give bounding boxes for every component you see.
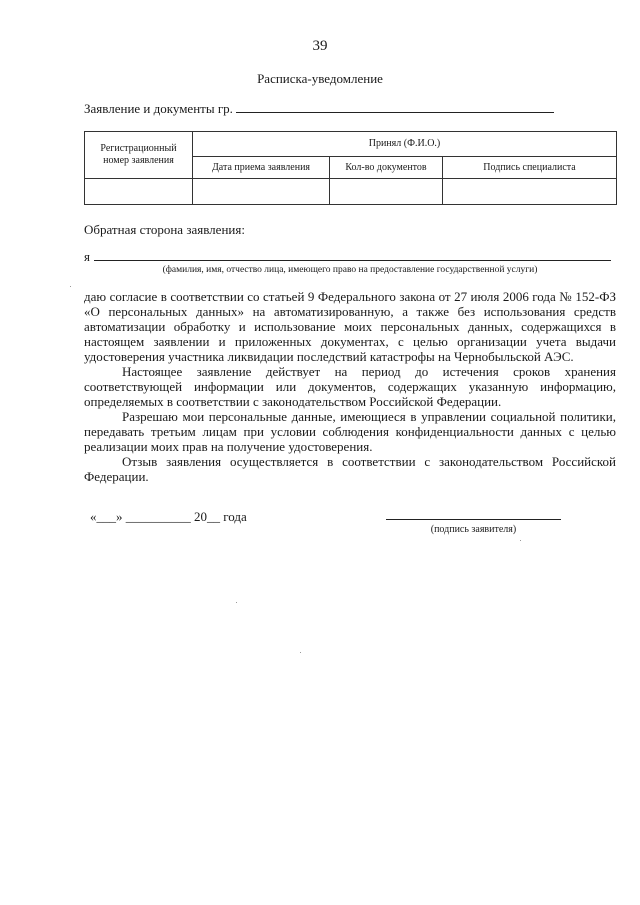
scan-speck: [300, 652, 301, 653]
consent-paragraph: даю согласие в соответствии со статьей 9 Федерального закона от 27 июля 2006 года № 152-ФЗ «О персональных данных» на автоматизированную, а также без использования средств автоматизации обработку и использование моих персональных данных, содержащихся в настоящем заявлении и приложенных документах, с целью организации учета выдачи удостоверения участника ликвидации последствий катастрофы на Чернобыльской АЭС.: [84, 289, 616, 364]
applicant-line: [84, 100, 554, 117]
consent-text: [84, 289, 616, 484]
scan-speck: [70, 286, 71, 287]
date-line: «___» __________ 20__ года: [90, 509, 247, 524]
specialist-signature-header: Подпись специалиста: [443, 157, 617, 179]
document-title: Расписка-уведомление: [257, 71, 383, 86]
ya-line: [84, 248, 611, 265]
date-received-header: Дата приема заявления: [193, 157, 330, 179]
scan-speck: [520, 540, 521, 541]
validity-paragraph: Настоящее заявление действует на период до истечения сроков хранения соответствующей информации или документов, содержащих указанную информацию, определяемых в соответствии с законодательством Российской Федерации.: [84, 364, 616, 409]
applicant-label: Заявление и документы гр.: [84, 101, 233, 116]
ya-label: я: [84, 249, 90, 264]
third-party-paragraph: Разрешаю мои персональные данные, имеющиеся в управлении социальной политики, передавать третьим лицам при условии соблюдения конфиденциальности данных с целью реализации моих прав на получение удостоверения.: [84, 409, 616, 454]
page-number: 39: [312, 38, 328, 54]
reg-number-header: Регистрационный номер заявления: [85, 132, 193, 179]
signature-caption: (подпись заявителя): [430, 524, 517, 535]
reg-number-cell: [85, 179, 193, 205]
receipt-table: [84, 131, 617, 205]
fio-blank: [94, 248, 611, 261]
applicant-name-blank: [236, 100, 554, 113]
accepted-by-header: Принял (Ф.И.О.): [193, 132, 617, 157]
documents-count-header: Кол-во документов: [330, 157, 443, 179]
scan-speck: [236, 602, 237, 603]
signature-blank: [386, 519, 561, 520]
date-received-cell: [193, 179, 330, 205]
documents-count-cell: [330, 179, 443, 205]
withdrawal-paragraph: Отзыв заявления осуществляется в соответствии с законодательством Российской Федерации.: [84, 454, 616, 484]
reverse-side-title: Обратная сторона заявления:: [84, 222, 245, 237]
specialist-signature-cell: [443, 179, 617, 205]
fio-caption: (фамилия, имя, отчество лица, имеющего право на предоставление государственной услуги): [162, 265, 538, 275]
